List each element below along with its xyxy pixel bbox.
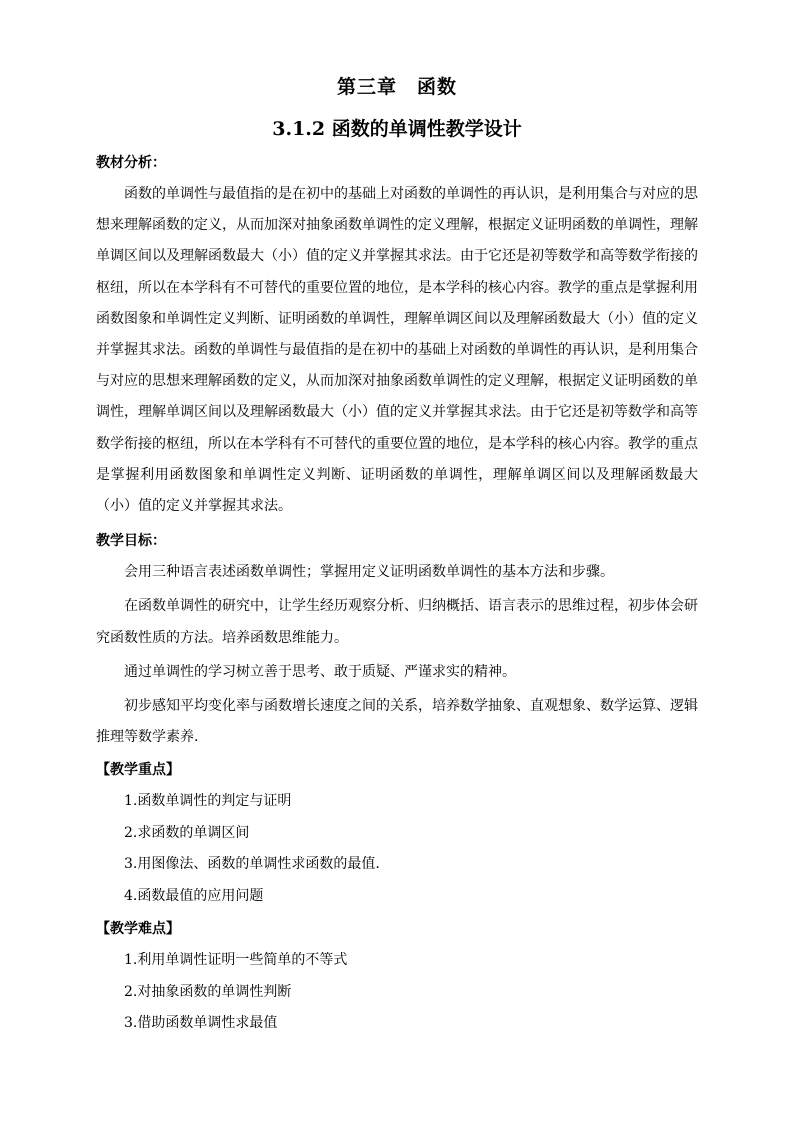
goal-item-3: 通过单调性的学习树立善于思考、敢于质疑、严谨求实的精神。 xyxy=(124,663,516,680)
goal-item-2: 在函数单调性的研究中，让学生经历观察分析、归纳概括、语言表示的思维过程，初步体会研究函数性质的方法。培养函数思维能力。 xyxy=(96,598,698,646)
chapter-title: 第三章 函数 xyxy=(336,76,457,98)
analysis-paragraph: 函数的单调性与最值指的是在初中的基础上对函数的单调性的再认识，是利用集合与对应的思想来理解函数的定义，从而加深对抽象函数单调性的定义理解，根据定义证明函数的单调性，理解单调区间以及理解函数最大（小）值的定义并掌握其求法。由于它还是初等数学和高等数学衔接的枢纽，所以在本学科有不可替代的重要位置的地位，是本学科的核心内容。教学的重点是掌握利用函数图象和单调性定义判断、证明函数的单调性，理解单调区间以及理解函数最大（小）值的定义并掌握其求法。函数的单调性与最值指的是在初中的基础上对函数的单调性的再认识，是利用集合与对应的思想来理解函数的定义，从而加深对抽象函数单调性的定义理解，根据定义证明函数的单调性，理解单调区间以及理解函数最大（小）值的定义并掌握其求法。由于它还是初等数学和高等数学衔接的枢纽，所以在本学科有不可替代的重要位置的地位，是本学科的核心内容。教学的重点是掌握利用函数图象和单调性定义判断、证明函数的单调性，理解单调区间以及理解函数最大（小）值的定义并掌握其求法。 xyxy=(96,186,698,515)
goal-item-1: 会用三种语言表述函数单调性；掌握用定义证明函数单调性的基本方法和步骤。 xyxy=(124,564,614,581)
section-title: 3.1.2 函数的单调性教学设计 xyxy=(272,118,522,140)
difficulty-item-2: 2.对抽象函数的单调性判断 xyxy=(124,983,292,1000)
key-point-item-2: 2.求函数的单调区间 xyxy=(124,824,250,841)
analysis-heading: 教材分析： xyxy=(96,155,166,171)
key-point-item-3: 3.用图像法、函数的单调性求函数的最值. xyxy=(124,856,380,873)
difficulties-heading: 【教学难点】 xyxy=(96,921,180,938)
goal-item-4: 初步感知平均变化率与函数增长速度之间的关系，培养数学抽象、直观想象、数学运算、逻辑推理等数学素养. xyxy=(96,698,698,746)
key-points-heading: 【教学重点】 xyxy=(96,762,180,779)
difficulty-item-1: 1.利用单调性证明一些简单的不等式 xyxy=(124,952,348,969)
key-point-item-1: 1.函数单调性的判定与证明 xyxy=(124,793,292,810)
key-point-item-4: 4.函数最值的应用问题 xyxy=(124,887,264,904)
difficulty-item-3: 3.借助函数单调性求最值 xyxy=(124,1015,278,1032)
goals-heading: 教学目标： xyxy=(96,533,166,550)
